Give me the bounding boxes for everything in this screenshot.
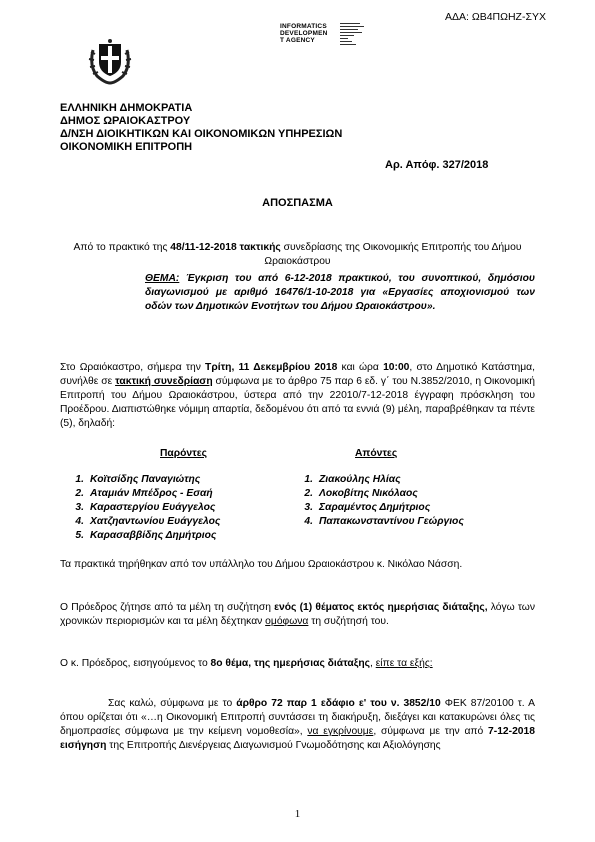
p4-a: Ο κ. Πρόεδρος, εισηγούμενος το [60, 658, 211, 669]
p5-c: ΦΕΚ 87/20100 τ. Α όπου ορίζεται ότι «…η Οικονομική Επιτροπή συντάσσει τη διακήρυξη, διεξάγει και κατακυρώνει όλες τις δημοπρασίες σύμφωνα με την κείμενη νομοθεσία» [60, 698, 535, 737]
decision-number: Αρ. Απόφ. 327/2018 [385, 159, 489, 171]
intro-pre: Από το πρακτικό της [73, 242, 171, 253]
member-name: Ζιακούλης Ηλίας [319, 474, 401, 485]
intro-paragraph [60, 241, 535, 269]
p1-date: Τρίτη, 11 Δεκεμβρίου 2018 [205, 362, 338, 373]
present-list [66, 473, 220, 543]
header-line-1: ΕΛΛΗΝΙΚΗ ΔΗΜΟΚΡΑΤΙΑ [60, 102, 193, 114]
p4-topic: 8ο θέμα, της ημερήσιας διάταξης [210, 658, 370, 669]
agenda-request-paragraph [60, 601, 535, 629]
list-item [295, 487, 464, 501]
p5-recommendation: 7-12-2018 εισήγηση [60, 726, 535, 751]
present-heading-text: Παρόντες [160, 448, 207, 459]
p3-e: τη συζήτησή του. [308, 616, 389, 627]
stamp-line-2: DEVELOPMEN [280, 30, 328, 37]
proposal-paragraph [60, 697, 535, 753]
item-number: 4. [75, 516, 84, 527]
p1-session-type: τακτική συνεδρίαση [115, 376, 213, 387]
list-item [66, 529, 220, 543]
p5-f: , σύμφωνα με την από [373, 726, 489, 737]
p5-a: Σας καλώ, σύμφωνα με το [108, 698, 237, 709]
intro-post: συνεδρίασης της Οικονομικής Επιτροπής του Δήμου Ωραιοκάστρου [264, 242, 522, 267]
list-item [66, 501, 220, 515]
page-number: 1 [294, 808, 301, 820]
item-number: 5. [75, 530, 84, 541]
member-name: Λοκοβίτης Νικόλαος [319, 488, 418, 499]
p5-h: της Επιτροπής Διενέργειας Διαγωνισμού Γνωμοδότησης και Αξιολόγησης [106, 740, 441, 751]
minutes-keeper-paragraph: Τα πρακτικά τηρήθηκαν από τον υπάλληλο του Δήμου Ωραιοκάστρου κ. Νικόλαο Νάσση. [60, 559, 463, 570]
session-paragraph [60, 361, 535, 431]
p3-topic: ενός (1) θέματος εκτός ημερήσιας διάταξης, [274, 602, 488, 613]
member-name: Σαραμέντος Δημήτριος [319, 502, 431, 513]
p1-e: , στο Δημοτικό Κατάστημα, συνήλθε σε [60, 362, 535, 387]
subject-text: Έγκριση του από 6-12-2018 πρακτικού, του συνοπτικού, δημόσιου διαγωνισμού με αριθμό 16476/1-10-2018 για «Εργασίες αποχιονισμού των οδών των Δημοτικών Ενοτήτων του Δήμου Ωραιοκάστρου». [145, 273, 535, 312]
subject-label: ΘΕΜΑ: [145, 273, 180, 284]
stamp-line-3: T AGENCY [280, 37, 315, 44]
header-line-2: ΔΗΜΟΣ ΩΡΑΙΟΚΑΣΤΡΟΥ [60, 115, 191, 127]
list-item [66, 515, 220, 529]
p1-g: σύμφωνα με το άρθρο 75 παρ 6 εδ. γ΄ του Ν.3852/2010, η Οικονομική Επιτροπή του Δήμου Ωραιοκάστρου, ύστερα από την 22010/7-12-2018 έγγραφη πρόσκληση του Προέδρου. Διαπιστώθηκε νόμιμη απαρτία, δεδομένου ότι από τα εννιά (9) μέλη, παραβρέθηκαν τα πέντε (5), δηλαδή: [60, 376, 535, 429]
member-name: Καραστεργίου Ευάγγελος [90, 502, 216, 513]
item-number: 3. [75, 502, 84, 513]
member-name: Χατζηαντωνίου Ευάγγελος [90, 516, 221, 527]
present-heading [160, 448, 207, 459]
absent-heading-text: Απόντες [355, 448, 398, 459]
rapporteur-paragraph [60, 657, 535, 671]
ada-code: ΑΔΑ: ΩΒ4ΠΩΗΖ-ΣΥΧ [445, 11, 546, 23]
member-name: Αταμιάν Μπέδρος - Εσαή [90, 488, 213, 499]
list-item [66, 487, 220, 501]
item-number: 2. [75, 488, 84, 499]
p1-time: 10:00 [383, 362, 410, 373]
p5-approve: να εγκρίνουμε [307, 726, 374, 737]
list-item [295, 515, 464, 529]
member-name: Καρασαββίδης Δημήτριος [90, 530, 217, 541]
item-number: 2. [304, 488, 313, 499]
p3-unanimous: ομόφωνα [265, 616, 309, 627]
list-item [66, 473, 220, 487]
p5-d: , [299, 726, 308, 737]
absent-heading [355, 448, 397, 459]
intro-session: 48/11-12-2018 τακτικής [170, 242, 281, 253]
header-line-3: Δ/ΝΣΗ ΔΙΟΙΚΗΤΙΚΩΝ ΚΑΙ ΟΙΚΟΝΟΜΙΚΩΝ ΥΠΗΡΕΣΙΩΝ [60, 128, 343, 140]
issuer-header [60, 102, 342, 154]
item-number: 1. [304, 474, 313, 485]
absent-list [295, 473, 464, 529]
p4-c: , [369, 658, 376, 669]
member-name: Κοϊτσίδης Παναγιώτης [90, 474, 201, 485]
item-number: 4. [304, 516, 313, 527]
header-line-4: ΟΙΚΟΝΟΜΙΚΗ ΕΠΙΤΡΟΠΗ [60, 141, 193, 153]
p3-c: λόγω των χρονικών περιορισμών και τα μέλη δέχτηκαν [60, 602, 535, 627]
subject-block [145, 272, 535, 314]
item-number: 3. [304, 502, 313, 513]
stamp-line-1: INFORMATICS [280, 23, 327, 30]
stamp-fine-print-icon [340, 23, 366, 50]
member-name: Παπακωνσταντίνου Γεώργιος [319, 516, 464, 527]
greek-coat-of-arms-icon [85, 36, 135, 86]
p5-law: άρθρο 72 παρ 1 εδάφιο ε' του ν. 3852/10 [236, 698, 441, 709]
document-title: ΑΠΟΣΠΑΣΜΑ [262, 197, 333, 209]
p4-said: είπε τα εξής: [375, 658, 433, 669]
p1-a: Στο Ωραιόκαστρο, σήμερα την [60, 362, 206, 373]
p1-c: και ώρα [337, 362, 384, 373]
list-item [295, 501, 464, 515]
list-item [295, 473, 464, 487]
item-number: 1. [75, 474, 84, 485]
informatics-stamp [280, 23, 328, 44]
p3-a: Ο Πρόεδρος ζήτησε από τα μέλη τη συζήτηση [60, 602, 275, 613]
